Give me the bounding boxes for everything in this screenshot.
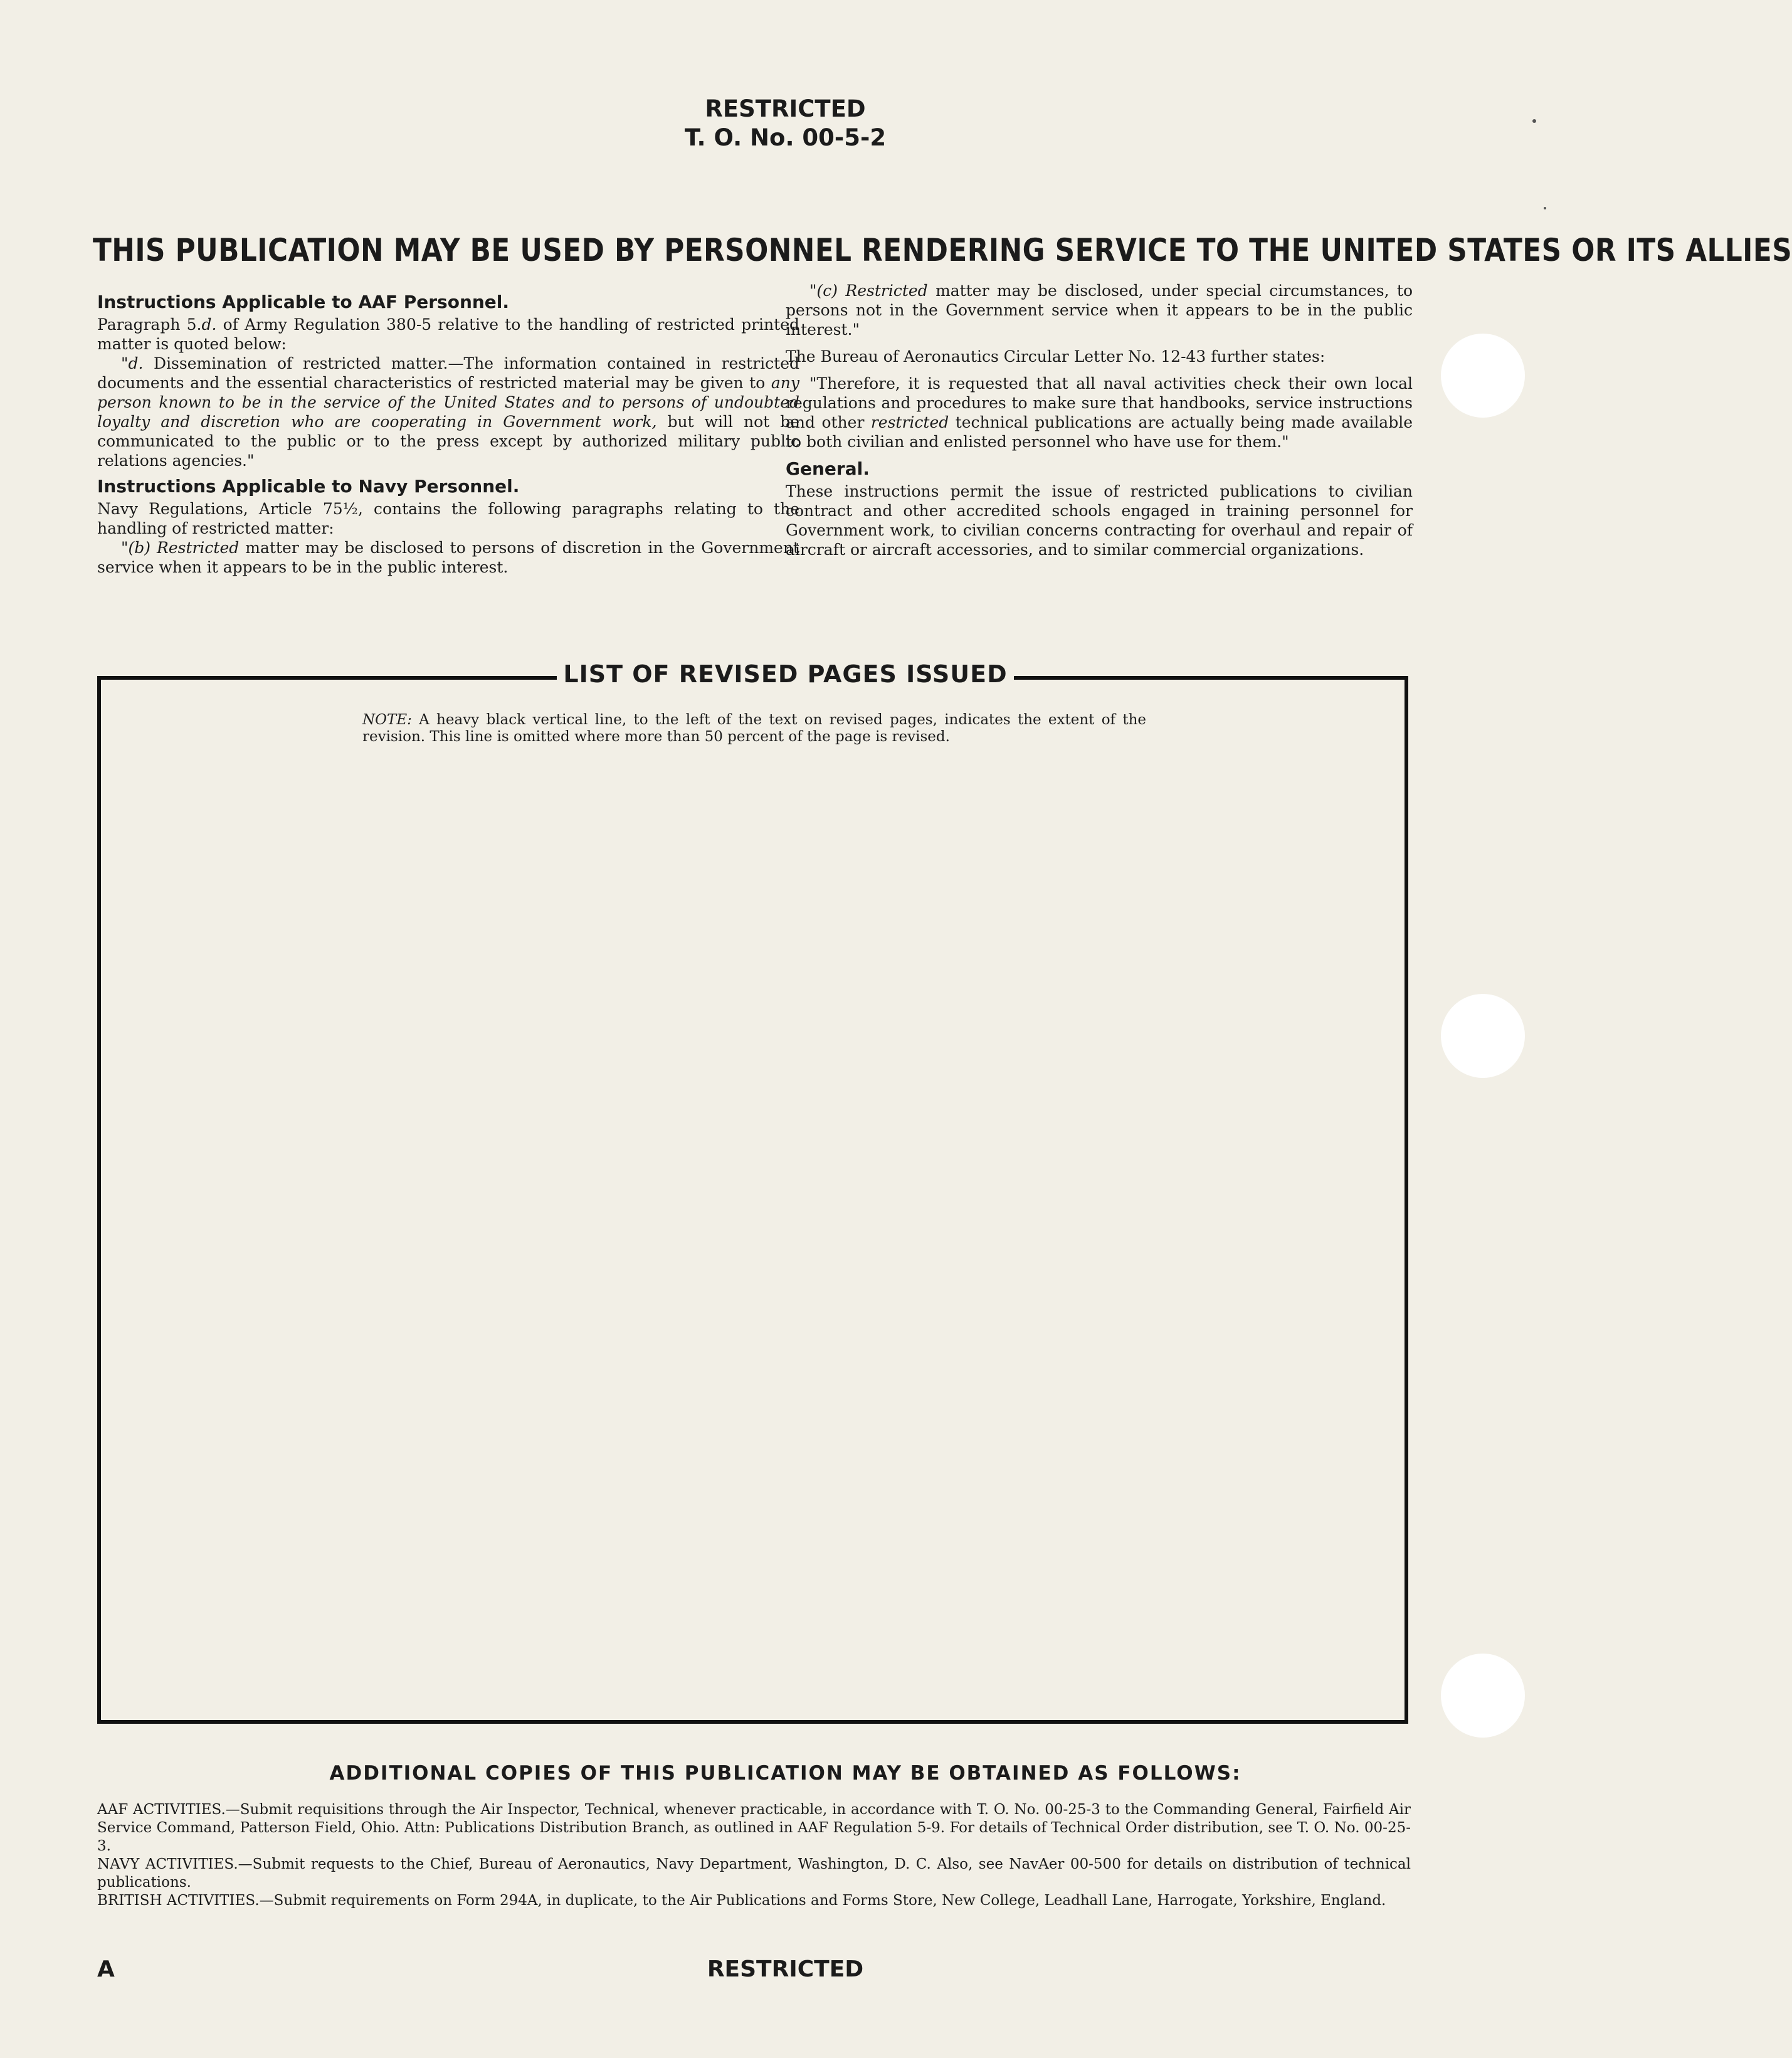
bureau-paragraph: The Bureau of Aeronautics Circular Letter No. 12-43 further states: (786, 347, 1326, 366)
restricted-c-paragraph: "(c) Restricted matter may be disclosed, under special circumstances, to persons not in the Government service when it appears to be in the public interest." (786, 282, 1413, 339)
page-letter: A (97, 1956, 115, 1982)
navy-paragraph-2: "(b) Restricted matter may be disclosed to persons of discretion in the Government service when it appears to be in the public interest. (97, 539, 799, 576)
therefore-paragraph: "Therefore, it is requested that all naval activities check their own local regulations and procedures to make sure that handbooks, service instructions and other restricted technical publications are actually being made available to both civilian and enlisted personnel who have use for them." (786, 374, 1413, 451)
navy-heading: Instructions Applicable to Navy Personnel. (97, 476, 520, 497)
paper-speck (1544, 207, 1546, 209)
revised-pages-box (97, 676, 1408, 1724)
general-paragraph: These instructions permit the issue of restricted publications to civilian contract and other accredited schools engaged in training personnel for Government work, to civilian concerns contracting for overhaul and repair of aircraft or aircraft accessories, and to similar commercial organizations. (786, 482, 1413, 559)
aaf-heading: Instructions Applicable to AAF Personnel. (97, 292, 510, 312)
aaf-paragraph-2: "d. Dissemination of restricted matter.—The information contained in restricted documents and the essential characteristics of restricted material may be given to any person known to be in the service of the United States and to persons of undoubted loyalty and discretion who are cooperating in Government work, but will not be communicated to the public or to the press except by authorized military public relations agencies." (97, 354, 800, 470)
publication-banner: THIS PUBLICATION MAY BE USED BY PERSONNEL RENDERING SERVICE TO THE UNITED STATES OR ITS ALLIES (93, 232, 1792, 268)
general-heading: General. (786, 458, 870, 479)
aaf-activities: AAF ACTIVITIES.—Submit requisitions through the Air Inspector, Technical, whenever practicable, in accordance with T. O. No. 00-25-3 to the Commanding General, Fairfield Air Service Command, Patterson Field, Ohio. Attn: Publications Distribution Branch, as outlined in AAF Regulation 5-9. For details of Technical Order distribution, see T. O. No. 00-25-3. (97, 1802, 1411, 1854)
binder-hole-middle (1441, 994, 1525, 1078)
navy-paragraph-1: Navy Regulations, Article 75½, contains the following paragraphs relating to the handling of restricted matter: (97, 500, 799, 537)
right-column (786, 281, 1413, 559)
navy-activities: NAVY ACTIVITIES.—Submit requests to the Chief, Bureau of Aeronautics, Navy Department, Washington, D. C. Also, see NavAer 00-500 for details on distribution of technical publications. (97, 1856, 1411, 1891)
activities-section (97, 1801, 1411, 1910)
binder-hole-top (1441, 334, 1525, 418)
classification-header: RESTRICTED (705, 95, 866, 122)
british-activities: BRITISH ACTIVITIES.—Submit requirements on Form 294A, in duplicate, to the Air Publications and Forms Store, New College, Leadhall Lane, Harrogate, Yorkshire, England. (97, 1892, 1386, 1909)
classification-footer: RESTRICTED (707, 1956, 864, 1982)
aaf-paragraph-1: Paragraph 5.d. of Army Regulation 380-5 relative to the handling of restricted printed matter is quoted below: (97, 315, 799, 353)
order-number: T. O. No. 00-5-2 (684, 124, 887, 151)
binder-hole-bottom (1441, 1654, 1525, 1738)
additional-copies-title: ADDITIONAL COPIES OF THIS PUBLICATION MAY BE OBTAINED AS FOLLOWS: (329, 1762, 1241, 1785)
revised-pages-title: LIST OF REVISED PAGES ISSUED (0, 660, 1571, 688)
paper-speck (1532, 119, 1536, 123)
revision-note: NOTE: A heavy black vertical line, to the left of the text on revised pages, indicates the extent of the revision. This line is omitted where more than 50 percent of the page is revised. (362, 712, 1146, 745)
left-column (97, 290, 799, 577)
